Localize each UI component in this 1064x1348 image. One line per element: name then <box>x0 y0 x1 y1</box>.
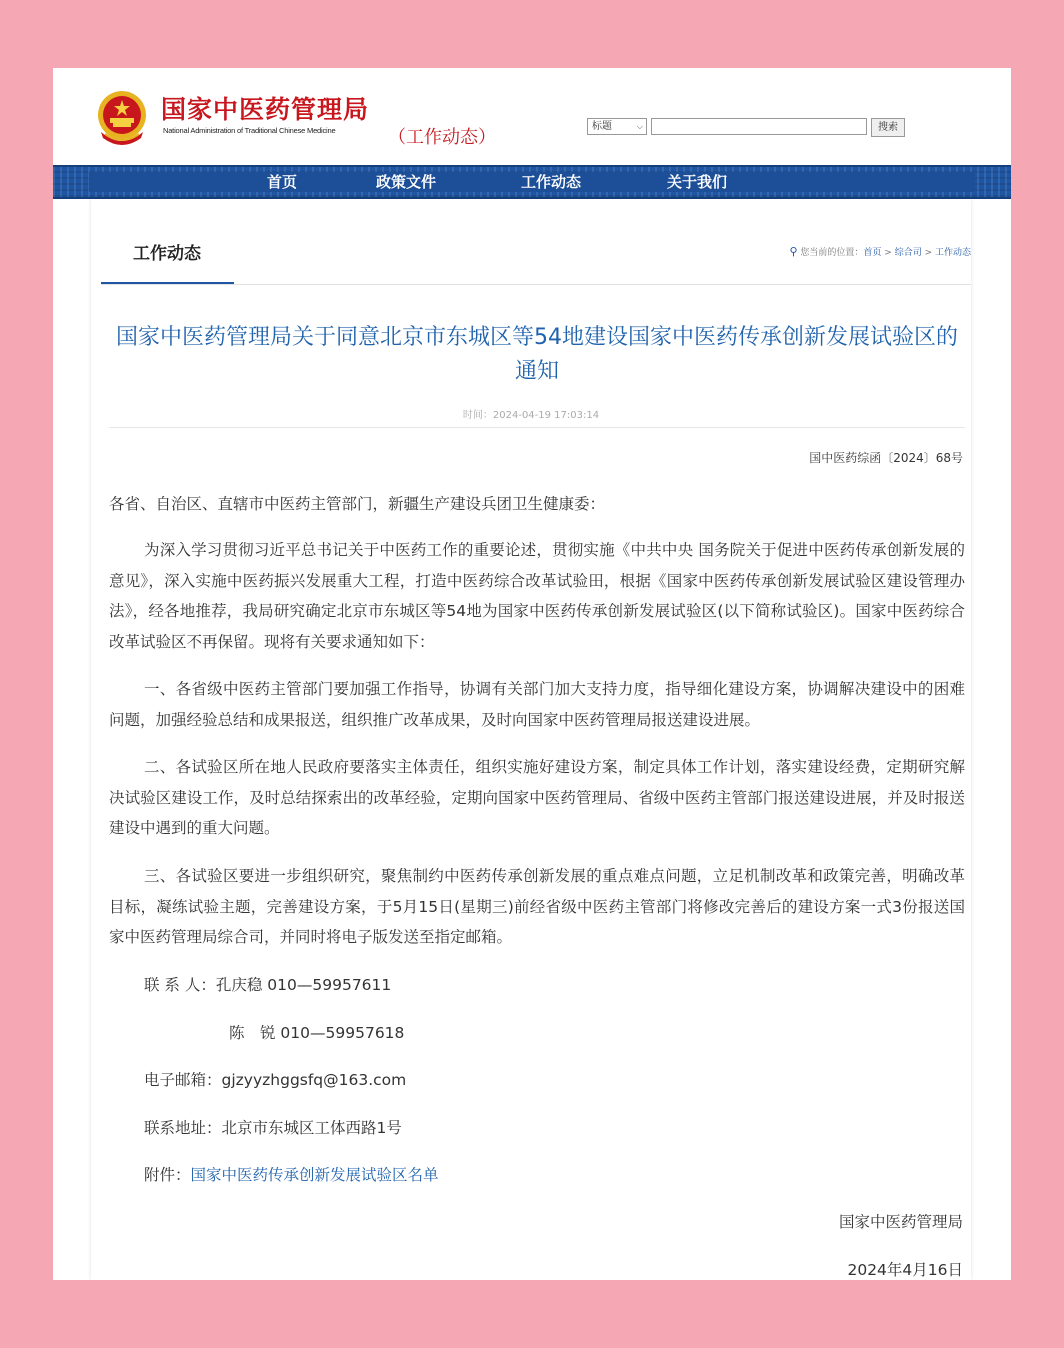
salutation: 各省、自治区、直辖市中医药主管部门，新疆生产建设兵团卫生健康委： <box>109 495 606 513</box>
nav-item-about[interactable]: 关于我们 <box>667 173 728 191</box>
paragraph-intro: 为深入学习贯彻习近平总书记关于中医药工作的重要论述，贯彻实施《中共中央 国务院关于促进中医药传承创新发展的意见》，深入实施中医药振兴发展重大工程，打造中医药综合改革试验田，根据《国家中医药传承创新发展试验区建设管理办法》，经各地推荐，我局研究确定北京市东城区等54地为国家中医药传承创新发展试验区(以下简称试验区)。国家中医药综合改革试验区不再保留。现将有关要求通知如下： <box>109 541 965 651</box>
section-divider <box>101 284 971 285</box>
site-logo-subtitle: National Administration of Traditional Chinese Medicine <box>163 126 336 135</box>
address-label: 联系地址： <box>144 1119 222 1137</box>
site-header <box>53 68 1011 165</box>
breadcrumb-home[interactable]: 首页 <box>863 248 882 258</box>
breadcrumb-current[interactable]: 工作动态 <box>934 248 971 258</box>
nav-item-home[interactable]: 首页 <box>267 173 298 191</box>
site-logo-title[interactable]: 国家中医药管理局 <box>161 95 370 124</box>
national-emblem-icon <box>95 88 149 146</box>
contact-line-1 <box>144 973 391 995</box>
contact-label: 联 系 人： <box>144 976 216 994</box>
main-nav-bar <box>89 172 975 192</box>
search-input[interactable] <box>651 118 867 135</box>
breadcrumb-separator: > <box>921 248 935 258</box>
section-title: 工作动态 <box>133 244 201 264</box>
nav-item-work-news[interactable]: 工作动态 <box>521 173 582 191</box>
email-value: gjzyyzhggsfq@163.com <box>221 1071 407 1089</box>
article-time: 时间：2024-04-19 17:03:14 <box>462 410 600 421</box>
contact-2: 陈 锐 010—59957618 <box>229 1024 405 1042</box>
page <box>53 68 1011 1280</box>
article-title: 国家中医药管理局关于同意北京市东城区等54地建设国家中医药传承创新发展试验区的通知 <box>116 325 958 384</box>
address-value: 北京市东城区工体西路1号 <box>221 1119 402 1137</box>
breadcrumb <box>789 245 971 258</box>
address-line <box>144 1116 402 1138</box>
breadcrumb-prefix: 您当前的位置： <box>800 248 864 258</box>
location-pin-icon: ⚲ <box>789 245 798 258</box>
email-line <box>144 1068 406 1090</box>
breadcrumb-separator: > <box>881 248 895 258</box>
article-divider <box>109 427 965 428</box>
main-nav <box>53 165 1011 199</box>
attachment-line <box>144 1163 439 1185</box>
search-button[interactable]: 搜索 <box>871 118 905 137</box>
email-label: 电子邮箱： <box>144 1071 222 1089</box>
content-card <box>91 199 971 1280</box>
search-scope-value: 标题 <box>592 121 612 132</box>
attachment-label: 附件： <box>144 1166 191 1184</box>
nav-item-policy[interactable]: 政策文件 <box>376 173 437 191</box>
contact-1: 孔庆稳 010—59957611 <box>215 976 392 994</box>
breadcrumb-dept[interactable]: 综合司 <box>894 248 922 258</box>
paragraph-item-3: 三、各试验区要进一步组织研究，聚焦制约中医药传承创新发展的重点难点问题，立足机制改革和政策完善，明确改革目标，凝练试验主题，完善建设方案，于5月15日(星期三)前经省级中医药主管部门将修改完善后的建设方案一式3份报送国家中医药管理局综合司，并同时将电子版发送至指定邮箱。 <box>109 867 965 946</box>
chevron-down-icon: ⌵ <box>636 122 643 131</box>
paragraph-item-2: 二、各试验区所在地人民政府要落实主体责任，组织实施好建设方案，制定具体工作计划，落实建设经费，定期研究解决试验区建设工作，及时总结探索出的改革经验，定期向国家中医药管理局、省级中医药主管部门报送建设进展，并及时报送建设中遇到的重大问题。 <box>109 758 965 837</box>
section-tag: （工作动态） <box>388 127 496 148</box>
document-number: 国中医药综函〔2024〕68号 <box>809 451 963 465</box>
signature: 国家中医药管理局 <box>838 1213 963 1231</box>
issue-date: 2024年4月16日 <box>847 1261 963 1279</box>
paragraph-item-1: 一、各省级中医药主管部门要加强工作指导，协调有关部门加大支持力度，指导细化建设方案，协调解决建设中的困难问题，加强经验总结和成果报送，组织推广改革成果，及时向国家中医药管理局报送建设进展。 <box>109 680 965 729</box>
search-scope-select[interactable] <box>587 118 647 135</box>
attachment-link[interactable]: 国家中医药传承创新发展试验区名单 <box>190 1166 439 1184</box>
